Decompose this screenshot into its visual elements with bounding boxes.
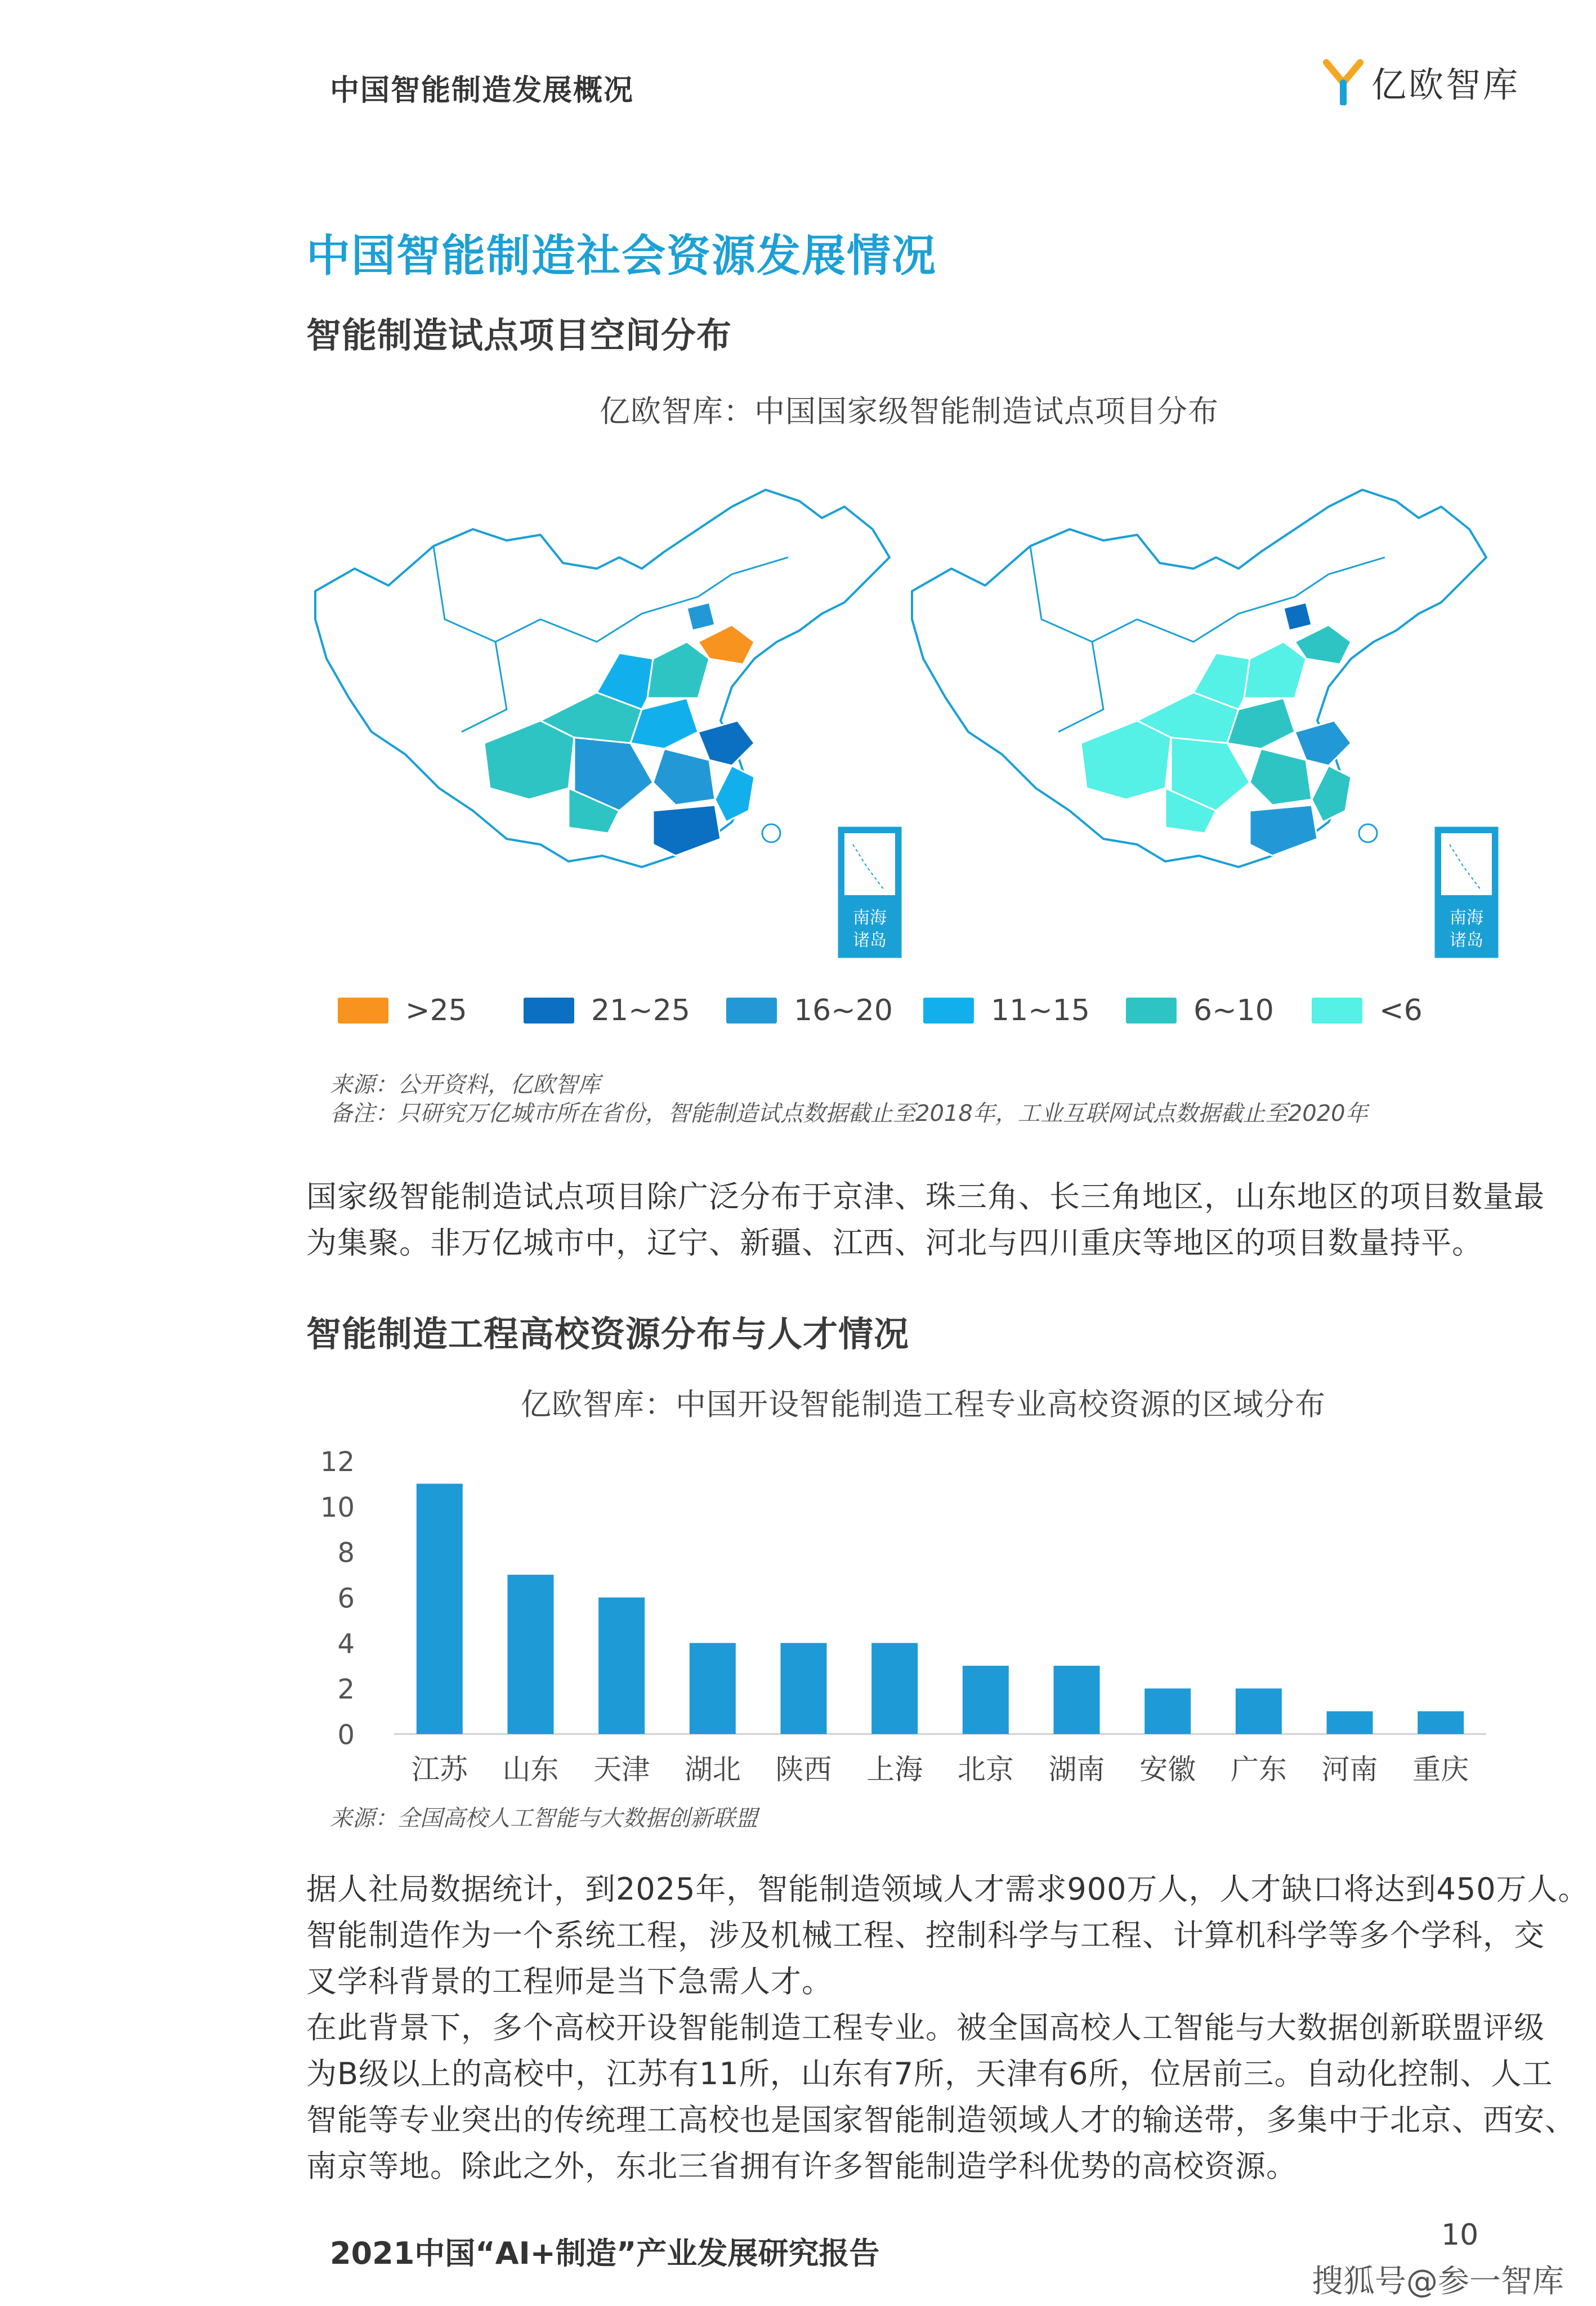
- y-tick-label: 2: [337, 1674, 355, 1706]
- inset-label-line2: 诸岛: [1450, 931, 1483, 950]
- bar: [781, 1643, 827, 1734]
- legend-label: 21~25: [591, 994, 690, 1027]
- x-tick-label: 安徽: [1139, 1753, 1196, 1786]
- y-tick-label: 8: [337, 1537, 355, 1569]
- section2-paragraph: [306, 1866, 1589, 2189]
- legend-swatch: [338, 998, 388, 1024]
- bar: [690, 1643, 736, 1734]
- bar: [1418, 1711, 1464, 1734]
- south-china-sea-inset-right: [1436, 828, 1497, 957]
- brand-name: 亿欧智库: [1371, 64, 1521, 105]
- bar: [1054, 1666, 1100, 1734]
- inset-label-line1: 南海: [853, 908, 887, 928]
- brand-logo: [1323, 56, 1520, 107]
- legend-item: [1312, 991, 1423, 1030]
- watermark: 搜狐号@参一智库: [1312, 2263, 1564, 2300]
- paragraph-line: 叉学科背景的工程师是当下急需人才。: [306, 1964, 833, 1999]
- section-title: 中国智能制造社会资源发展情况: [306, 231, 937, 281]
- bar-chart-caption: 亿欧智库：中国开设智能制造工程专业高校资源的区域分布: [521, 1387, 1326, 1422]
- section1-subtitle: 智能制造试点项目空间分布: [306, 315, 732, 356]
- bar: [1327, 1711, 1373, 1734]
- x-tick-label: 天津: [593, 1753, 650, 1786]
- x-tick-label: 江苏: [411, 1753, 468, 1786]
- bar-chart-source-note: 来源：全国高校人工智能与大数据创新联盟: [330, 1806, 758, 1831]
- bar: [508, 1575, 554, 1734]
- bar: [417, 1483, 463, 1734]
- map-caption: 亿欧智库：中国国家级智能制造试点项目分布: [600, 394, 1219, 429]
- legend-label: 6~10: [1193, 994, 1274, 1027]
- x-tick-label: 北京: [957, 1753, 1014, 1786]
- footer-report-title: 2021中国“AI+制造”产业发展研究报告: [330, 2236, 880, 2271]
- legend-swatch: [726, 998, 777, 1024]
- legend-item: [1126, 991, 1274, 1030]
- paragraph-line: 据人社局数据统计，到2025年，智能制造领域人才需求900万人，人才缺口将达到450万人。: [306, 1871, 1589, 1907]
- paragraph-line: 在此背景下，多个高校开设智能制造工程专业。被全国高校人工智能与大数据创新联盟评级: [306, 2010, 1545, 2045]
- map-remark-note: 备注：只研究万亿城市所在省份，智能制造试点数据截止至2018年，工业互联网试点数据截止至2020年: [330, 1101, 1368, 1127]
- legend-item: [726, 991, 893, 1030]
- map-legend: [338, 991, 1464, 1030]
- legend-item: [338, 991, 467, 1030]
- x-tick-label: 河南: [1321, 1753, 1378, 1786]
- bar-chart: [304, 1436, 1509, 1796]
- map-source-note: 来源：公开资料，亿欧智库: [330, 1072, 600, 1098]
- paragraph-line: 南京等地。除此之外，东北三省拥有许多智能制造学科优势的高校资源。: [306, 2148, 1297, 2184]
- legend-item: [923, 991, 1090, 1030]
- legend-swatch: [923, 998, 974, 1024]
- bar: [598, 1598, 645, 1735]
- y-tick-label: 12: [320, 1446, 355, 1478]
- page-number: 10: [1441, 2218, 1479, 2252]
- legend-label: 16~20: [794, 994, 893, 1027]
- x-tick-label: 湖北: [684, 1753, 741, 1786]
- legend-label: 11~15: [991, 994, 1090, 1027]
- legend-label: >25: [405, 994, 467, 1027]
- y-tick-label: 4: [337, 1628, 355, 1660]
- brand-logo-icon: [1323, 58, 1363, 105]
- inset-label-line2: 诸岛: [853, 931, 887, 950]
- inset-label-line1: 南海: [1450, 908, 1483, 928]
- x-tick-label: 重庆: [1412, 1753, 1469, 1786]
- china-map-left: [304, 473, 923, 980]
- section2-subtitle: 智能制造工程高校资源分布与人才情况: [306, 1313, 910, 1355]
- section1-paragraph: [306, 1174, 1545, 1266]
- paragraph-line: 智能制造作为一个系统工程，涉及机械工程、控制科学与工程、计算机科学等多个学科，交: [306, 1918, 1545, 1953]
- y-tick-label: 6: [337, 1583, 355, 1615]
- x-tick-label: 广东: [1230, 1753, 1287, 1786]
- legend-label: <6: [1379, 994, 1423, 1027]
- legend-item: [524, 991, 690, 1030]
- legend-swatch: [524, 998, 574, 1024]
- header-title: 中国智能制造发展概况: [330, 74, 634, 108]
- legend-swatch: [1126, 998, 1177, 1024]
- bar: [1236, 1688, 1282, 1734]
- x-tick-label: 上海: [866, 1753, 923, 1786]
- x-tick-label: 陕西: [775, 1753, 832, 1786]
- south-china-sea-inset-left: [839, 828, 901, 957]
- china-map-right: [901, 473, 1520, 980]
- y-tick-label: 0: [337, 1719, 355, 1751]
- legend-swatch: [1312, 998, 1362, 1024]
- bar: [871, 1643, 918, 1734]
- paragraph-line: 为集聚。非万亿城市中，辽宁、新疆、江西、河北与四川重庆等地区的项目数量持平。: [306, 1225, 1483, 1261]
- bar: [1145, 1688, 1191, 1734]
- x-tick-label: 山东: [502, 1753, 559, 1786]
- paragraph-line: 国家级智能制造试点项目除广泛分布于京津、珠三角、长三角地区，山东地区的项目数量最: [306, 1179, 1545, 1214]
- paragraph-line: 为B级以上的高校中，江苏有11所，山东有7所，天津有6所，位居前三。自动化控制、人工: [306, 2056, 1553, 2092]
- paragraph-line: 智能等专业突出的传统理工高校也是国家智能制造领域人才的输送带，多集中于北京、西安、: [306, 2102, 1576, 2138]
- y-tick-label: 10: [320, 1491, 355, 1523]
- bar: [963, 1666, 1009, 1734]
- x-tick-label: 湖南: [1048, 1753, 1105, 1786]
